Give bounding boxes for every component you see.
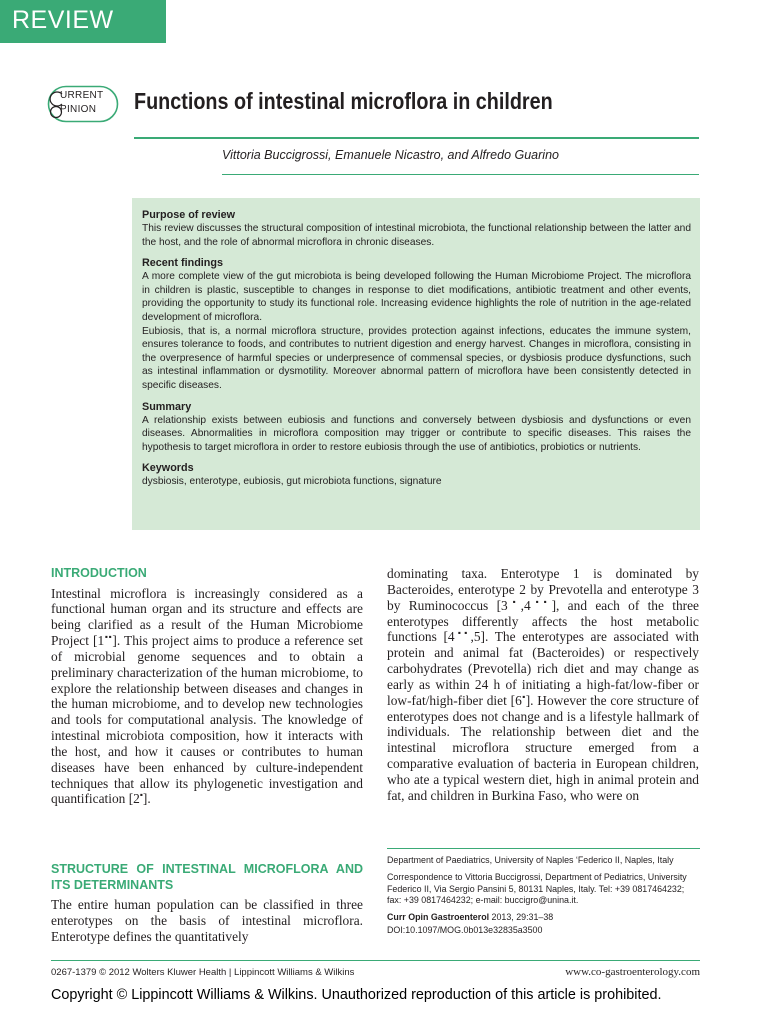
keywords-heading: Keywords — [142, 462, 194, 475]
purpose-text: This review discusses the structural composition of intestinal microbiota, the functional relationship between the latter and the host, and the role of abnormal microflora in chronic diseases. — [142, 223, 691, 248]
issn-line: 0267-1379 © 2012 Wolters Kluwer Health | Lippincott Williams & Wilkins — [51, 967, 355, 978]
introduction-heading: INTRODUCTION — [51, 566, 147, 580]
citation-note — [387, 912, 700, 924]
abstract-box — [132, 198, 700, 530]
intro-text-1: Intestinal microflora is increasingly considered as a functional human organ and its structure and effects are being clarified as a result of the Human Microbiome Project [1 — [51, 585, 363, 649]
journal-website: www.co-gastroenterology.com — [565, 966, 700, 978]
right-text-d: ,5]. The enterotypes are associated with protein and animal fat (Bacteroides) or respectively carbohydrates (Prevotella) rich diet and may change as early as within 24 h of initiating a high-fat/low-fiber or low-fat/high-fiber diet [6 — [387, 629, 699, 708]
right-text-b: ,4 — [520, 597, 531, 613]
right-column-text — [387, 566, 699, 804]
structure-heading: STRUCTURE OF INTESTINAL MICROFLORA AND ITS DETERMINANTS — [51, 862, 363, 892]
section-tab — [0, 0, 166, 43]
reference-marker: ▪ — [139, 790, 143, 800]
introduction-section — [51, 566, 363, 807]
journal-name: Curr Opin Gastroenterol — [387, 912, 490, 923]
footnotes — [387, 855, 700, 942]
introduction-paragraph — [51, 586, 363, 808]
correspondence-note: Correspondence to Vittoria Buccigrossi, Department of Pediatrics, University Federico II, Via Sergio Pansini 5, 80131 Naples, Italy. Tel: +39 0817464232; fax: +39 0817464232; e-mail: buccigro@unina.it. — [387, 871, 687, 906]
reference-marker: ▪▪ — [454, 627, 471, 638]
abstract-purpose — [142, 208, 691, 249]
article-title: Functions of intestinal microflora in children — [134, 88, 553, 114]
abstract-summary — [142, 400, 691, 455]
author-divider — [222, 174, 699, 175]
intro-text-3: ]. — [142, 791, 151, 807]
abstract-keywords — [142, 461, 691, 489]
right-text-e: ]. However the core structure of enterotypes does not change and is a lifestyle hallmark of individuals. The relationship between diet and the intestinal microflora structure emerged from a comparative evaluation of bacteria in European children, who ate a typical western diet, high in animal protein and fat, and children in Burkina Faso, who were on — [387, 692, 699, 803]
summary-text: A relationship exists between eubiosis and functions and conversely between dysbiosis and dysfunctions or even diseases. Abnormalities in microflora composition may trigger or contribute to specific diseases. This raises the hypothesis to target microflora in order to restore eubiosis through the use of antibiotics, probiotics or nutrients. — [142, 414, 691, 453]
findings-text-1: A more complete view of the gut microbiota is being developed following the Human Microbiome Project. The microflora in children is plastic, susceptible to changes in response to diet modifications, antibiotic treatment and other events, providing the opportunity to study its functional role. Increasing evidence highlights the role of nutrition in the age-related development of microflora. — [142, 271, 691, 323]
structure-paragraph: The entire human population can be classified in three enterotypes on the basis of intestinal microflora. Enterotype defines the quantitatively — [51, 897, 363, 944]
copyright-notice: Copyright © Lippincott Williams & Wilkins. Unauthorized reproduction of this article is prohibited. — [51, 987, 662, 1003]
section-tab-label: REVIEW — [12, 6, 114, 34]
findings-heading: Recent findings — [142, 257, 223, 270]
reference-marker: ▪ — [507, 596, 521, 607]
reference-marker: ▪▪ — [104, 631, 113, 642]
summary-heading: Summary — [142, 400, 192, 413]
logo-word-current: URRENT — [60, 90, 104, 101]
keywords-text: dysbiosis, enterotype, eubiosis, gut microbiota functions, signature — [142, 476, 442, 488]
citation-text: 2013, 29:31–38 — [489, 912, 554, 923]
title-divider — [134, 137, 699, 139]
current-opinion-logo — [47, 85, 119, 123]
findings-text-2: Eubiosis, that is, a normal microflora structure, provides protection against infections, educates the immune system, ensures tolerance to foods, and contributes to nutrient digestion and energy harvest. Changes in microflora, consisting in the overpresence of harmful species or underpresence of commensal species, or dysbiosis produce dysfunctions, such as intestinal inflammation or dysmotility. Moreover abnormal pattern of microflora have been consistently detected in specific diseases. — [142, 325, 691, 391]
structure-section — [51, 862, 363, 945]
intro-text-2: ]. This project aims to produce a reference set of microbial genome sequences and to obtain a preliminary characterization of the human microbiome, to explore the relationship between diseases and changes in the human microbiome, and to develop new technologies and tools for computational analysis. The knowledge of intestinal microbiota composition, how it interacts with the host, and how it causes or contributes to human diseases have been enhanced by culture-independent techniques that allow its phylogenetic investigation and quantification [2 — [51, 633, 363, 807]
enterotype-paragraph — [387, 566, 699, 804]
right-text-c: ], and each of the three enterotypes differently affects the host metabolic functions [4 — [387, 597, 700, 645]
right-text-a: dominating taxa. Enterotype 1 is dominated by Bacteroides, enterotype 2 by Prevotella and enterotype 3 by Ruminococcus [3 — [387, 566, 699, 613]
footer-divider — [51, 960, 700, 961]
footnote-divider — [387, 848, 700, 849]
reference-marker: ▪▪ — [530, 596, 552, 607]
reference-marker: ▪ — [521, 691, 526, 702]
purpose-heading: Purpose of review — [142, 209, 236, 221]
doi-note: DOI:10.1097/MOG.0b013e32835a3500 — [387, 924, 543, 935]
affiliation-note: Department of Paediatrics, University of Naples ‘Federico II, Naples, Italy — [387, 855, 674, 865]
logo-word-opinion: PINION — [60, 104, 97, 115]
abstract-findings — [142, 256, 691, 392]
author-list: Vittoria Buccigrossi, Emanuele Nicastro, and Alfredo Guarino — [222, 148, 559, 162]
